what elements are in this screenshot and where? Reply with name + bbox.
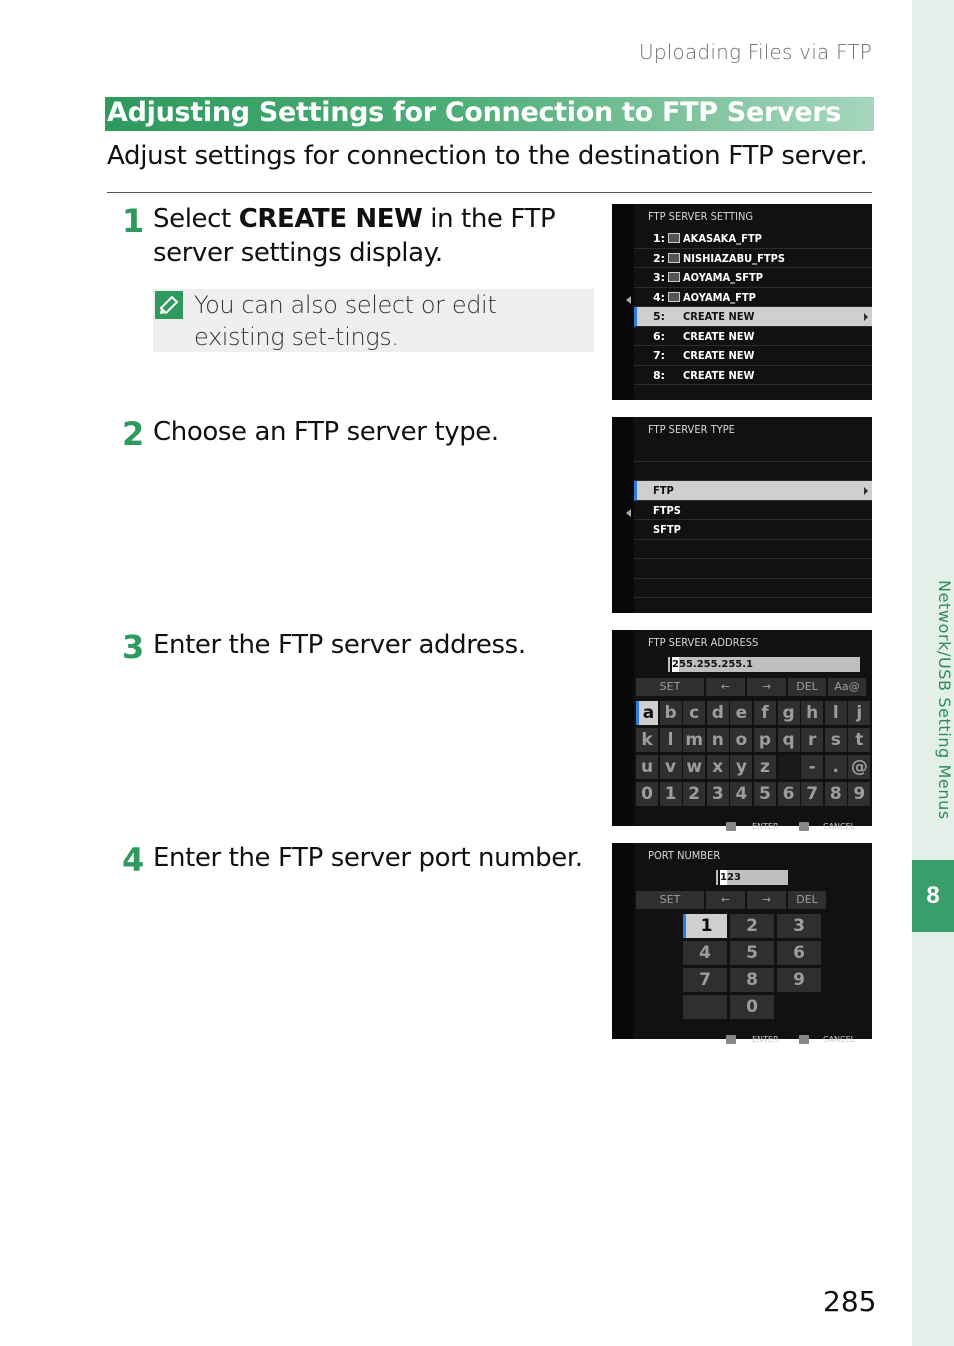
digit-key[interactable]: 7	[683, 968, 727, 992]
ftp-type-icon	[668, 233, 680, 243]
empty-row	[634, 579, 872, 599]
server-item[interactable]: 4: AOYAMA_FTP	[634, 288, 872, 308]
char-key[interactable]: u	[636, 755, 658, 779]
screen-side-panel	[612, 204, 634, 400]
left-arrow-key[interactable]: ←	[706, 891, 745, 909]
step-text: Enter the FTP server port number.	[153, 843, 583, 873]
create-new-item[interactable]: 6: CREATE NEW	[634, 327, 872, 347]
step-text: Choose an FTP server type.	[153, 417, 499, 447]
ok-button-icon	[726, 822, 736, 831]
char-key[interactable]: 2	[683, 782, 705, 806]
char-key[interactable]: 1	[660, 782, 682, 806]
back-button-icon	[799, 822, 809, 831]
digit-key[interactable]: 6	[777, 941, 821, 965]
section-intro: Adjust settings for connection to the destination FTP server.	[107, 141, 868, 171]
create-new-item[interactable]: 7: CREATE NEW	[634, 346, 872, 366]
char-key[interactable]: n	[707, 728, 729, 752]
section-heading-bar	[105, 97, 874, 131]
enter-label: ENTER	[752, 822, 779, 831]
screen-title: PORT NUMBER	[648, 849, 721, 862]
screen-port-number	[612, 843, 872, 1044]
char-key[interactable]: d	[707, 701, 729, 725]
char-key[interactable]: 4	[730, 782, 752, 806]
ftps-type-icon	[668, 253, 680, 263]
create-new-item[interactable]: 8: CREATE NEW	[634, 366, 872, 386]
step-text: Select CREATE NEW in the FTP server settings display.	[153, 204, 556, 268]
server-item[interactable]: 2: NISHIAZABU_FTPS	[634, 249, 872, 269]
char-key[interactable]: l	[825, 701, 847, 725]
chapter-side-label: Network/USB Setting Menus	[935, 580, 954, 820]
ftp-type-icon	[668, 292, 680, 302]
char-key[interactable]: 5	[754, 782, 776, 806]
type-option[interactable]: SFTP	[634, 520, 872, 540]
delete-key[interactable]: DEL	[788, 891, 826, 909]
empty-row	[634, 559, 872, 579]
digit-key[interactable]: 5	[730, 941, 774, 965]
char-key[interactable]: c	[683, 701, 705, 725]
text-cursor: 1	[718, 870, 727, 885]
digit-key[interactable]: 4	[683, 941, 727, 965]
char-key[interactable]: j	[848, 701, 870, 725]
step-number: 1	[122, 202, 145, 240]
char-key[interactable]: z	[754, 755, 776, 779]
blank-key	[777, 995, 821, 1019]
char-key[interactable]: 0	[636, 782, 658, 806]
divider	[107, 192, 872, 193]
type-option[interactable]: FTPS	[634, 501, 872, 521]
port-input[interactable]: 123	[716, 870, 788, 885]
screen-side-panel	[612, 417, 634, 613]
screen-side-panel	[612, 630, 634, 826]
char-key[interactable]: g	[778, 701, 800, 725]
screen-title: FTP SERVER TYPE	[648, 423, 735, 436]
running-header: Uploading Files via FTP	[639, 40, 872, 64]
note-box	[153, 289, 594, 352]
enter-label: ENTER	[752, 1035, 779, 1044]
char-key[interactable]: 8	[825, 782, 847, 806]
delete-key[interactable]: DEL	[788, 678, 826, 696]
step-number: 2	[122, 415, 145, 453]
char-key[interactable]: k	[636, 728, 658, 752]
page-number: 285	[823, 1285, 877, 1318]
char-key[interactable]: w	[683, 755, 705, 779]
empty-row	[634, 540, 872, 560]
server-item[interactable]: 1: AKASAKA_FTP	[634, 229, 872, 249]
blank-key	[683, 995, 727, 1019]
char-key[interactable]: 3	[707, 782, 729, 806]
char-key[interactable]: r	[801, 728, 823, 752]
char-key[interactable]: p	[754, 728, 776, 752]
right-arrow-key[interactable]: →	[747, 678, 786, 696]
note-pencil-icon	[155, 291, 183, 319]
digit-key[interactable]: 8	[730, 968, 774, 992]
cancel-label: CANCEL	[823, 1035, 856, 1044]
right-arrow-icon	[864, 313, 868, 321]
address-input[interactable]: 255.255.255.1	[668, 657, 860, 672]
note-text: You can also select or edit existing set-tings.	[194, 291, 497, 351]
digit-key[interactable]: 9	[777, 968, 821, 992]
left-arrow-icon	[626, 509, 631, 517]
step-number: 3	[122, 628, 145, 666]
screen-title: FTP SERVER ADDRESS	[648, 636, 759, 649]
back-button-icon	[799, 1035, 809, 1044]
char-key[interactable]: v	[660, 755, 682, 779]
left-arrow-icon	[626, 296, 631, 304]
char-key[interactable]: l	[660, 728, 682, 752]
screen-side-panel	[612, 843, 634, 1039]
empty-row	[634, 462, 872, 482]
right-arrow-key[interactable]: →	[747, 891, 786, 909]
left-arrow-key[interactable]: ←	[706, 678, 745, 696]
char-key[interactable]: y	[730, 755, 752, 779]
char-key[interactable]: q	[778, 728, 800, 752]
char-key[interactable]: t	[848, 728, 870, 752]
digit-key[interactable]: 3	[777, 914, 821, 938]
char-key[interactable]: o	[730, 728, 752, 752]
screen-ftp-server-setting	[612, 204, 872, 400]
blank-key	[778, 755, 800, 779]
char-key[interactable]: 9	[848, 782, 870, 806]
cancel-label: CANCEL	[823, 822, 856, 831]
char-key[interactable]: 6	[778, 782, 800, 806]
sftp-type-icon	[668, 272, 680, 282]
type-option-selected[interactable]: FTP	[634, 481, 872, 501]
empty-row	[634, 442, 872, 462]
section-title: Adjusting Settings for Connection to FTP Servers	[107, 97, 842, 128]
screen-title: FTP SERVER SETTING	[648, 210, 754, 223]
char-key[interactable]: e	[730, 701, 752, 725]
char-key[interactable]: x	[707, 755, 729, 779]
step-number: 4	[122, 841, 145, 879]
char-key[interactable]: f	[754, 701, 776, 725]
screen-ftp-server-address	[612, 630, 872, 831]
char-key[interactable]: b	[660, 701, 682, 725]
server-item[interactable]: 3: AOYAMA_SFTP	[634, 268, 872, 288]
screen-ftp-server-type	[612, 417, 872, 613]
char-key[interactable]: 7	[801, 782, 823, 806]
set-key[interactable]: SET	[636, 891, 704, 909]
char-key[interactable]: s	[825, 728, 847, 752]
case-toggle-key[interactable]: Aa@	[828, 678, 866, 696]
ok-button-icon	[726, 1035, 736, 1044]
char-key[interactable]: m	[683, 728, 705, 752]
char-key[interactable]: .	[825, 755, 847, 779]
right-arrow-icon	[864, 487, 868, 495]
char-key[interactable]: -	[801, 755, 823, 779]
text-cursor: 2	[670, 657, 679, 672]
digit-key[interactable]: 0	[730, 995, 774, 1019]
create-new-item-selected[interactable]: 5: CREATE NEW	[634, 307, 872, 327]
char-key[interactable]: h	[801, 701, 823, 725]
char-key-selected[interactable]: a	[636, 701, 658, 725]
set-key[interactable]: SET	[636, 678, 704, 696]
digit-key-selected[interactable]: 1	[683, 914, 727, 938]
step-text: Enter the FTP server address.	[153, 630, 526, 660]
chapter-number-tab: 8	[912, 860, 954, 932]
char-key[interactable]: @	[848, 755, 870, 779]
digit-key[interactable]: 2	[730, 914, 774, 938]
